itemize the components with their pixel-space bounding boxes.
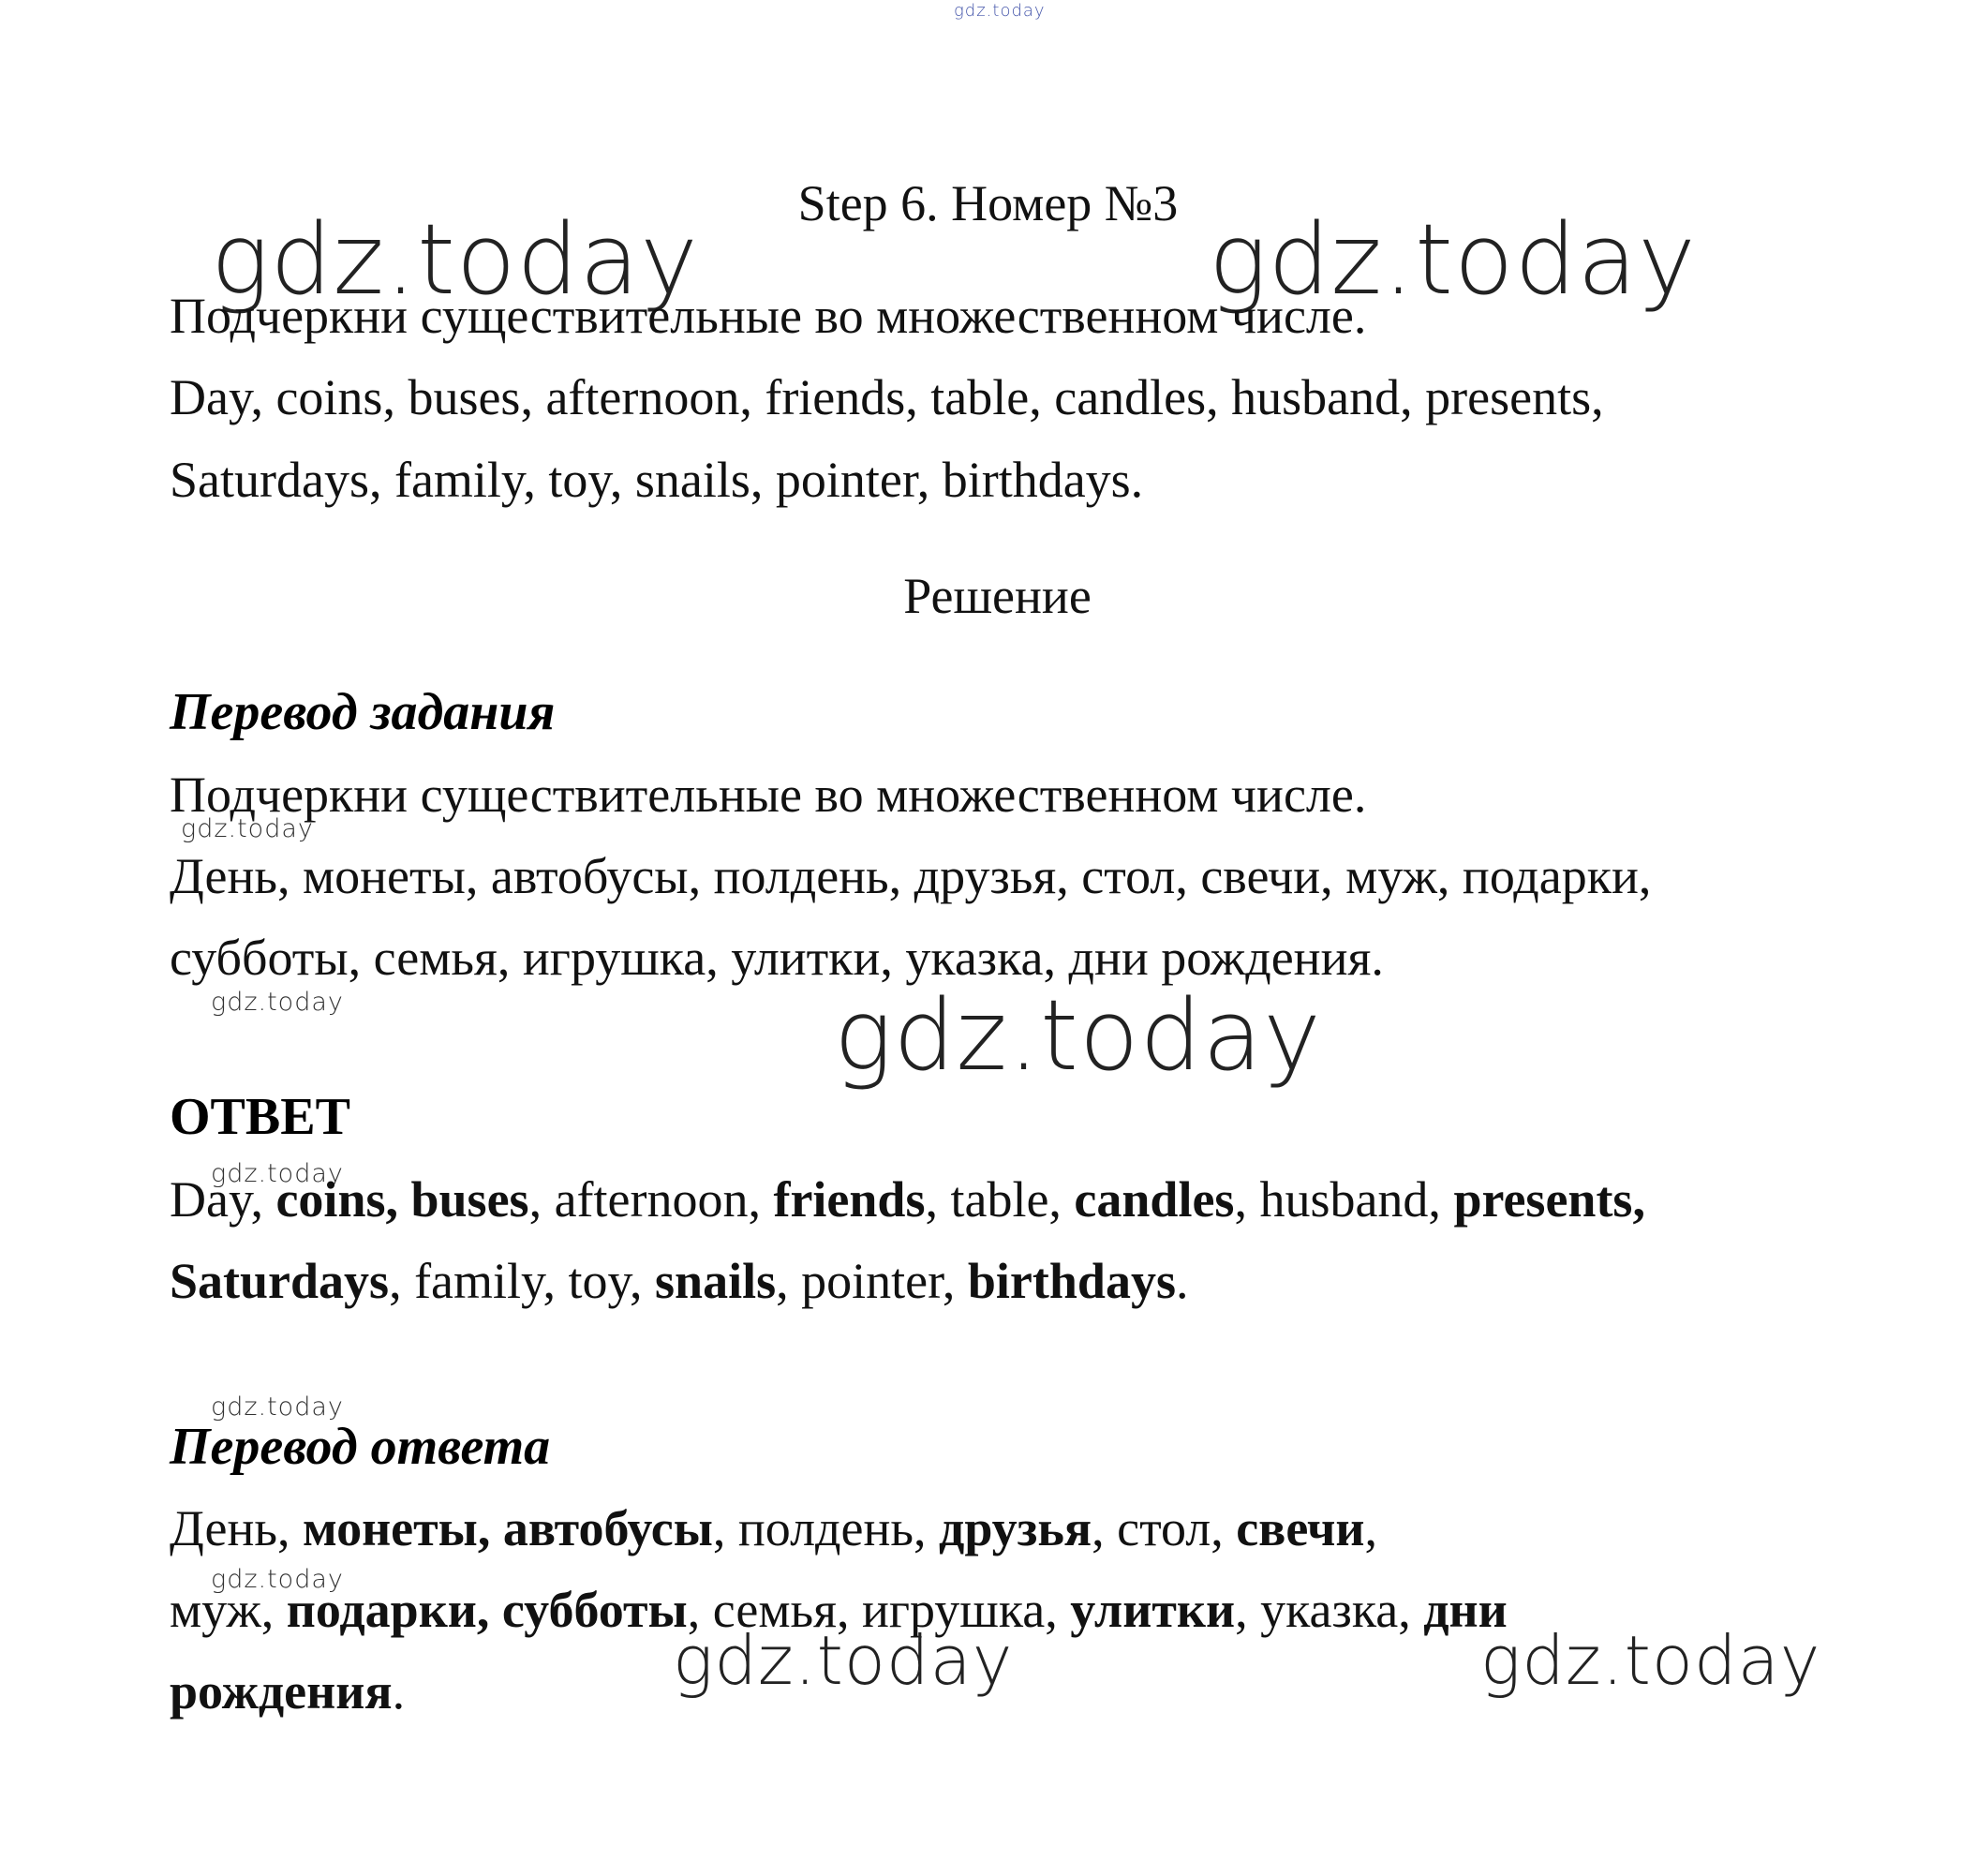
plain-text: , — [1364, 1500, 1378, 1556]
plain-text: . — [392, 1663, 406, 1720]
watermark-large: gdz.today — [1209, 202, 1697, 317]
plain-text: День, — [170, 1500, 303, 1556]
highlighted-word: монеты, автобусы — [303, 1500, 713, 1556]
answer-line-1 — [170, 1169, 1645, 1229]
plain-text: , afternoon, — [528, 1171, 774, 1228]
plain-text: , husband, — [1234, 1171, 1454, 1228]
highlighted-word: улитки — [1070, 1582, 1236, 1638]
plain-text: , полдень, — [712, 1500, 939, 1556]
watermark-small: gdz.today — [181, 814, 314, 843]
watermark-small: gdz.today — [211, 988, 344, 1017]
highlighted-word: presents, — [1453, 1171, 1645, 1228]
answer-heading: ОТВЕТ — [170, 1088, 350, 1146]
highlighted-word: birthdays — [967, 1253, 1176, 1309]
plain-text: , указка, — [1235, 1582, 1424, 1638]
watermark-small: gdz.today — [211, 1159, 344, 1188]
task-words-line-1: Day, coins, buses, afternoon, friends, table, candles, husband, presents, — [170, 369, 1604, 425]
translation-instruction: Подчеркни существительные во множественном числе. — [170, 767, 1367, 823]
watermark-large: gdz.today — [211, 202, 699, 317]
plain-text: , семья, игрушка, — [687, 1582, 1071, 1638]
translation-heading: Перевод задания — [170, 683, 556, 741]
watermark-small: gdz.today — [211, 1392, 344, 1422]
answer-translation-heading: Перевод ответа — [170, 1418, 551, 1476]
plain-text: Day, — [170, 1171, 276, 1228]
highlighted-word: coins, buses — [275, 1171, 529, 1228]
answer-translation-line-1 — [170, 1498, 1377, 1558]
highlighted-word: friends — [773, 1171, 926, 1228]
watermark-large: gdz.today — [834, 978, 1322, 1093]
highlighted-word: candles — [1074, 1171, 1235, 1228]
translation-words-line-2: субботы, семья, игрушка, улитки, указка, дни рождения. — [170, 930, 1384, 986]
highlighted-word: дни — [1423, 1582, 1508, 1638]
answer-translation-line-3 — [170, 1661, 405, 1721]
highlighted-word: Saturdays — [170, 1253, 390, 1309]
plain-text: , family, toy, — [389, 1253, 656, 1309]
highlighted-word: рождения — [170, 1663, 393, 1720]
plain-text: . — [1175, 1253, 1189, 1309]
watermark-medium: gdz.today — [673, 1621, 1014, 1700]
answer-line-2 — [170, 1251, 1188, 1311]
task-instruction: Подчеркни существительные во множественном числе. — [170, 288, 1367, 344]
task-words-line-2: Saturdays, family, toy, snails, pointer, birthdays. — [170, 452, 1144, 508]
translation-words-line-1: День, монеты, автобусы, полдень, друзья, стол, свечи, муж, подарки, — [170, 848, 1652, 904]
page-title: Step 6. Номер №3 — [797, 175, 1179, 231]
plain-text: муж, — [170, 1582, 287, 1638]
plain-text: , table, — [925, 1171, 1075, 1228]
highlighted-word: snails — [655, 1253, 777, 1309]
watermark-medium: gdz.today — [1480, 1621, 1821, 1700]
highlighted-word: друзья — [939, 1500, 1092, 1556]
watermark-top: gdz.today — [954, 1, 1046, 21]
highlighted-word: подарки, субботы — [286, 1582, 688, 1638]
plain-text: , стол, — [1092, 1500, 1237, 1556]
plain-text: , pointer, — [776, 1253, 968, 1309]
highlighted-word: свечи — [1236, 1500, 1365, 1556]
watermark-small: gdz.today — [211, 1565, 344, 1594]
solution-label: Решение — [903, 568, 1092, 624]
